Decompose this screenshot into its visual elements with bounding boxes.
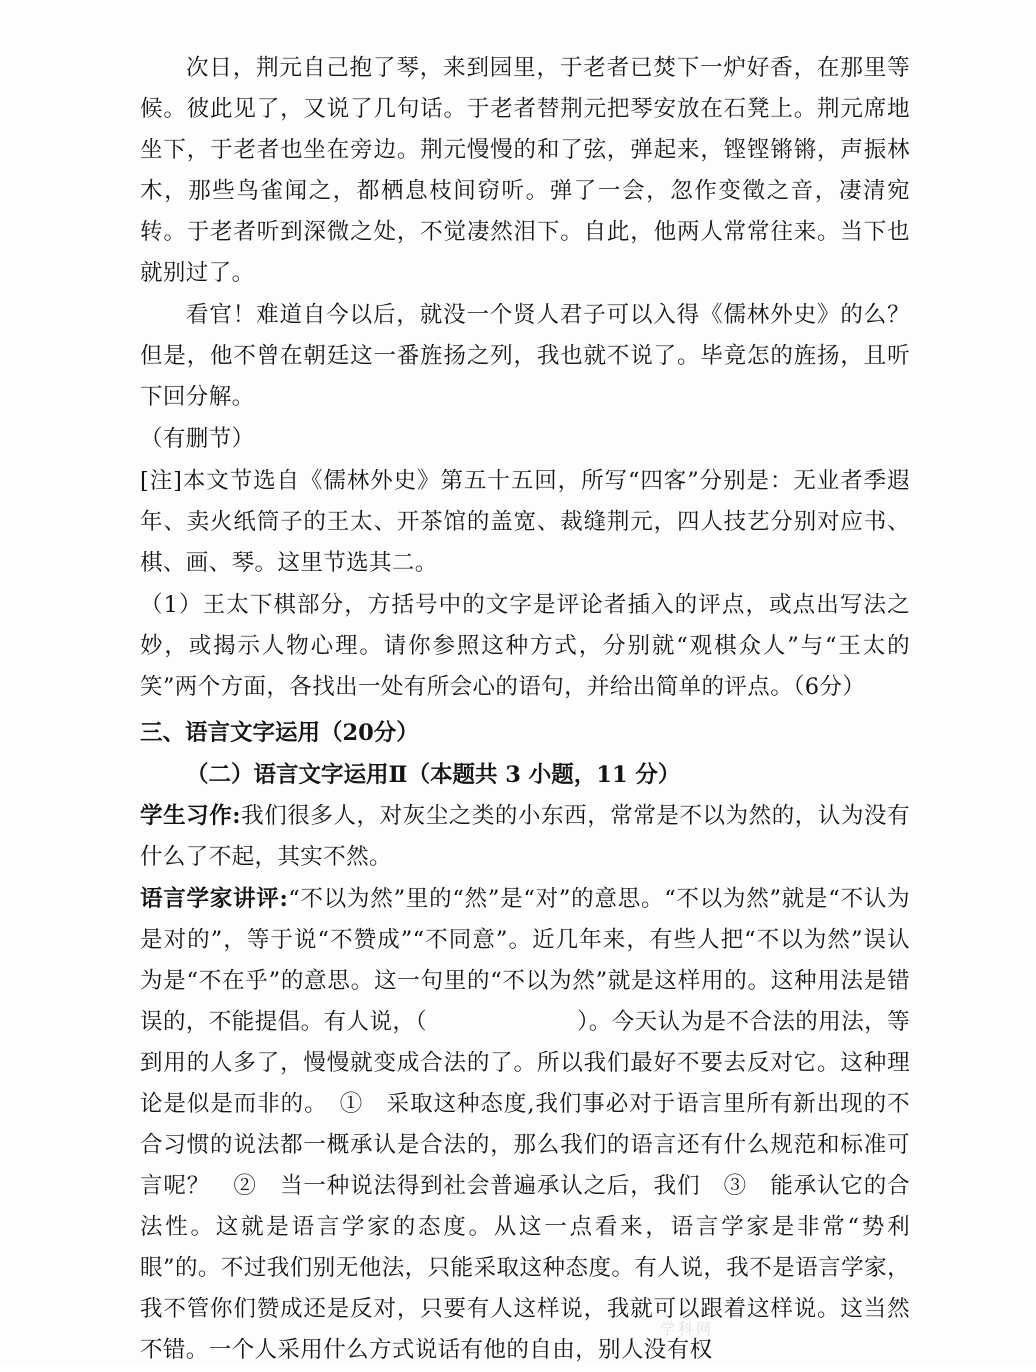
linguist-comment-text-before-blank: “不以为然”里的“然”是“对”的意思。“不以为然”就是“不认为是对的”，等于说“不赞成”“不同意”。近几年来，有些人把“不以为然”误认为是“不在乎”的意思。这一句里的“不以为然”就是这样用的。这种用法是错误的，不能提倡。有人说，（	[140, 886, 910, 1035]
linguist-comment-paragraph	[140, 879, 910, 1371]
paragraph-question-1: （1）王太下棋部分，方括号中的文字是评论者插入的评点，或点出写法之妙，或揭示人物心理。请你参照这种方式，分别就“观棋众人”与“王太的笑”两个方面，各找出一处有所会心的语句，并给出简单的评点。（6分）	[140, 592, 910, 700]
document-body	[140, 48, 910, 1372]
subsection-heading: （二）语言文字运用Ⅱ（本题共 3 小题，11 分）	[186, 762, 681, 788]
section-heading: 三、语言文字运用（20分）	[140, 720, 419, 746]
watermark-text: 学科网	[660, 1320, 715, 1338]
student-work-text: 我们很多人，对灰尘之类的小东西，常常是不以为然的，认为没有什么了不起，其实不然。	[140, 803, 910, 870]
student-work-paragraph	[140, 796, 910, 878]
linguist-comment-text-after-blank: ）。今天认为是不合法的用法，等到用的人多了，慢慢就变成合法的了。所以我们最好不要去反对它。这种理论是似是而非的。 ① 采取这种态度,我们事必对于语言里所有新出现的不合习惯的说法都一概承认是合法的，那么我们的语言还有什么规范和标准可言呢？ ② 当一种说法得到社会普遍承认之后，我们 ③ 能承认它的合法性。这就是语言学家的态度。从这一点看来，语言学家是非常“势利眼”的。不过我们别无他法，只能采取这种态度。有人说，我不是语言学家，我不管你们赞成还是反对，只要有人这样说，我就可以跟着这样说。这当然不错。一个人采用什么方式说话有他的自由，别人没有权	[140, 1009, 910, 1363]
paragraph-jingyuan-qin: 次日，荆元自己抱了琴，来到园里，于老者已焚下一炉好香，在那里等候。彼此见了，又说了几句话。于老者替荆元把琴安放在石凳上。荆元席地坐下，于老者也坐在旁边。荆元慢慢的和了弦，弹起来，铿铿锵锵，声振林木，那些鸟雀闻之，都栖息枝间窃听。弹了一会，忽作变徵之音，凄清宛转。于老者听到深微之处，不觉凄然泪下。自此，他两人常常往来。当下也就别过了。	[140, 55, 910, 286]
student-work-label: 学生习作:	[140, 803, 241, 829]
paragraph-kanguan: 看官！难道自今以后，就没一个贤人君子可以入得《儒林外史》的么？但是，他不曾在朝廷这一番旌扬之列，我也就不说了。毕竟怎的旌扬，且听下回分解。	[140, 302, 910, 410]
linguist-comment-label: 语言学家讲评:	[140, 886, 289, 912]
paragraph-footnote: [注]本文节选自《儒林外史》第五十五回，所写“四客”分别是：无业者季遐年、卖火纸筒子的王太、开茶馆的盖宽、裁缝荆元，四人技艺分别对应书、棋、画、琴。这里节选其二。	[140, 468, 910, 576]
paragraph-abridged-note: （有删节）	[140, 426, 255, 452]
